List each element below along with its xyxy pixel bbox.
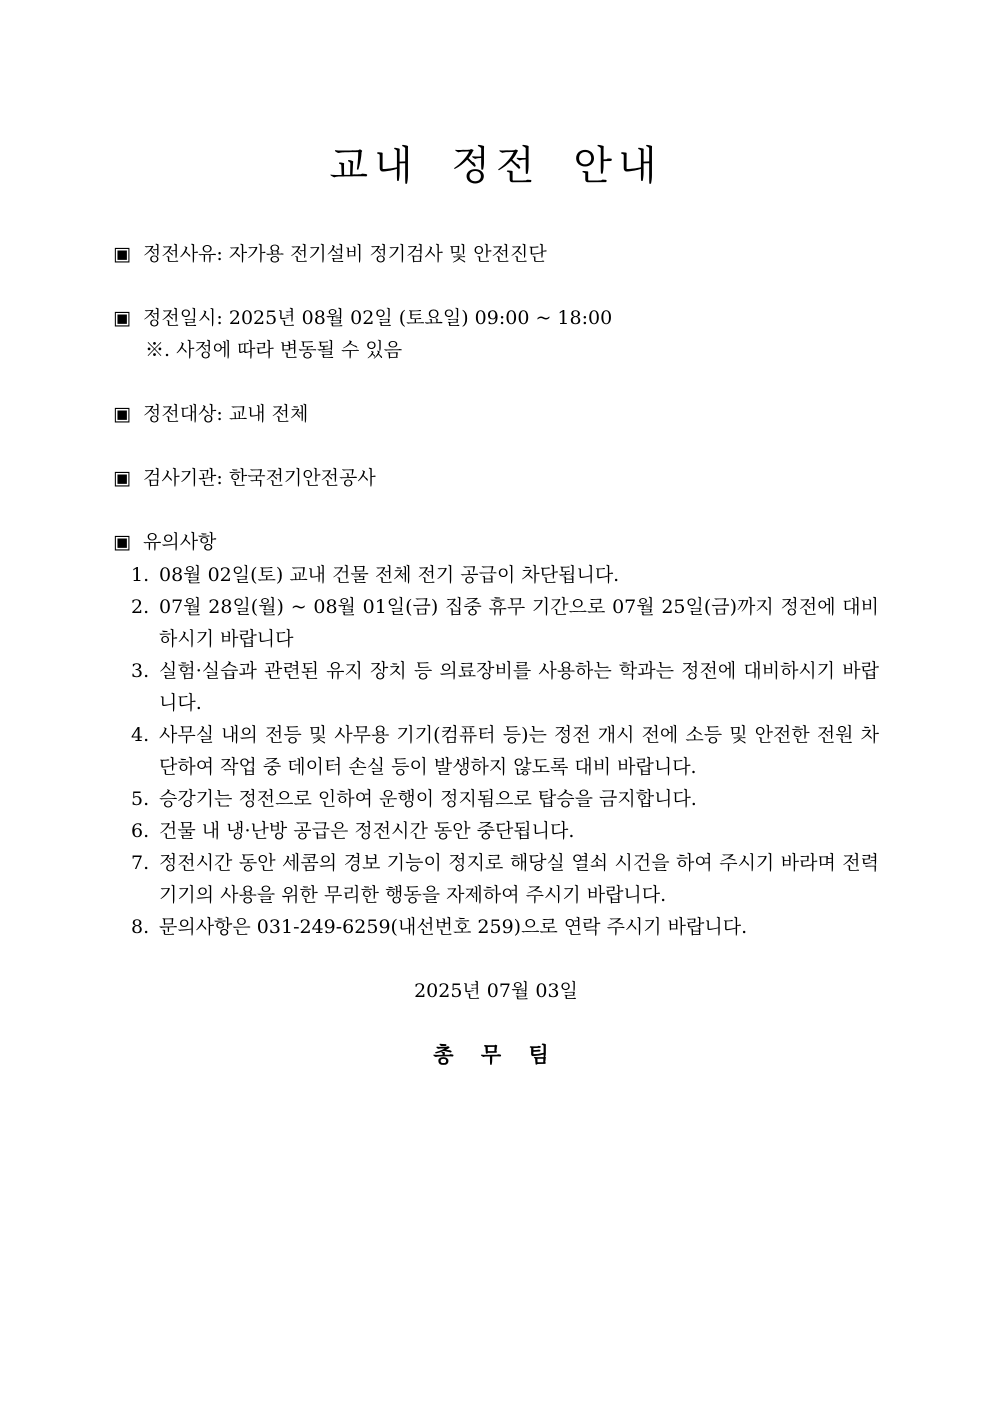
list-item [131, 719, 879, 783]
signature-team: 총 무 팀 [433, 1042, 559, 1067]
square-bullet-icon: ▣ [113, 403, 131, 425]
list-item-number: 8. [131, 916, 150, 938]
list-item [131, 783, 879, 815]
list-item [131, 815, 879, 847]
notes-list [131, 559, 879, 943]
list-item-text: 승강기는 정전으로 인하여 운행이 정지됨으로 탑승을 금지합니다. [159, 788, 697, 810]
section-target [113, 398, 308, 430]
list-item-text: 정전시간 동안 세콤의 경보 기능이 정지로 해당실 열쇠 시건을 하여 주시기 바라며 전력기기의 사용을 위한 무리한 행동을 자제하여 주시기 바랍니다. [159, 852, 879, 906]
square-bullet-icon: ▣ [113, 307, 131, 329]
target-text: 정전대상: 교내 전체 [143, 403, 309, 425]
list-item [131, 591, 879, 655]
page-title: 교내 정전 안내 [329, 143, 663, 189]
list-item [131, 847, 879, 911]
section-reason [113, 238, 547, 270]
square-bullet-icon: ▣ [113, 531, 131, 553]
list-item-text: 08월 02일(토) 교내 건물 전체 전기 공급이 차단됩니다. [159, 564, 620, 586]
list-item-number: 5. [131, 788, 150, 810]
list-item [131, 655, 879, 719]
list-item [131, 911, 879, 943]
reason-text: 정전사유: 자가용 전기설비 정기검사 및 안전진단 [143, 243, 547, 265]
section-datetime [113, 302, 612, 334]
list-item-number: 2. [131, 596, 150, 618]
square-bullet-icon: ▣ [113, 467, 131, 489]
list-item-number: 4. [131, 724, 150, 746]
list-item-number: 1. [131, 564, 150, 586]
list-item-text: 07월 28일(월) ~ 08월 01일(금) 집중 휴무 기간으로 07월 25일(금)까지 정전에 대비하시기 바랍니다 [159, 596, 879, 650]
list-item-number: 7. [131, 852, 150, 874]
square-bullet-icon: ▣ [113, 243, 131, 265]
issue-date: 2025년 07월 03일 [414, 980, 578, 1002]
list-item-number: 3. [131, 660, 150, 682]
datetime-note: ※. 사정에 따라 변동될 수 있음 [145, 339, 403, 361]
list-item-text: 건물 내 냉·난방 공급은 정전시간 동안 중단됩니다. [159, 820, 575, 842]
section-notes-heading [113, 526, 216, 558]
list-item-text: 문의사항은 031-249-6259(내선번호 259)으로 연락 주시기 바랍니다. [159, 916, 748, 938]
agency-text: 검사기관: 한국전기안전공사 [143, 467, 376, 489]
list-item [131, 559, 879, 591]
list-item-text: 실험·실습과 관련된 유지 장치 등 의료장비를 사용하는 학과는 정전에 대비하시기 바랍니다. [159, 660, 879, 714]
list-item-number: 6. [131, 820, 150, 842]
section-agency [113, 462, 376, 494]
notes-heading-text: 유의사항 [143, 531, 217, 553]
datetime-text: 정전일시: 2025년 08월 02일 (토요일) 09:00 ~ 18:00 [143, 307, 613, 329]
list-item-text: 사무실 내의 전등 및 사무용 기기(컴퓨터 등)는 정전 개시 전에 소등 및 안전한 전원 차단하여 작업 중 데이터 손실 등이 발생하지 않도록 대비 바랍니다. [159, 724, 879, 778]
